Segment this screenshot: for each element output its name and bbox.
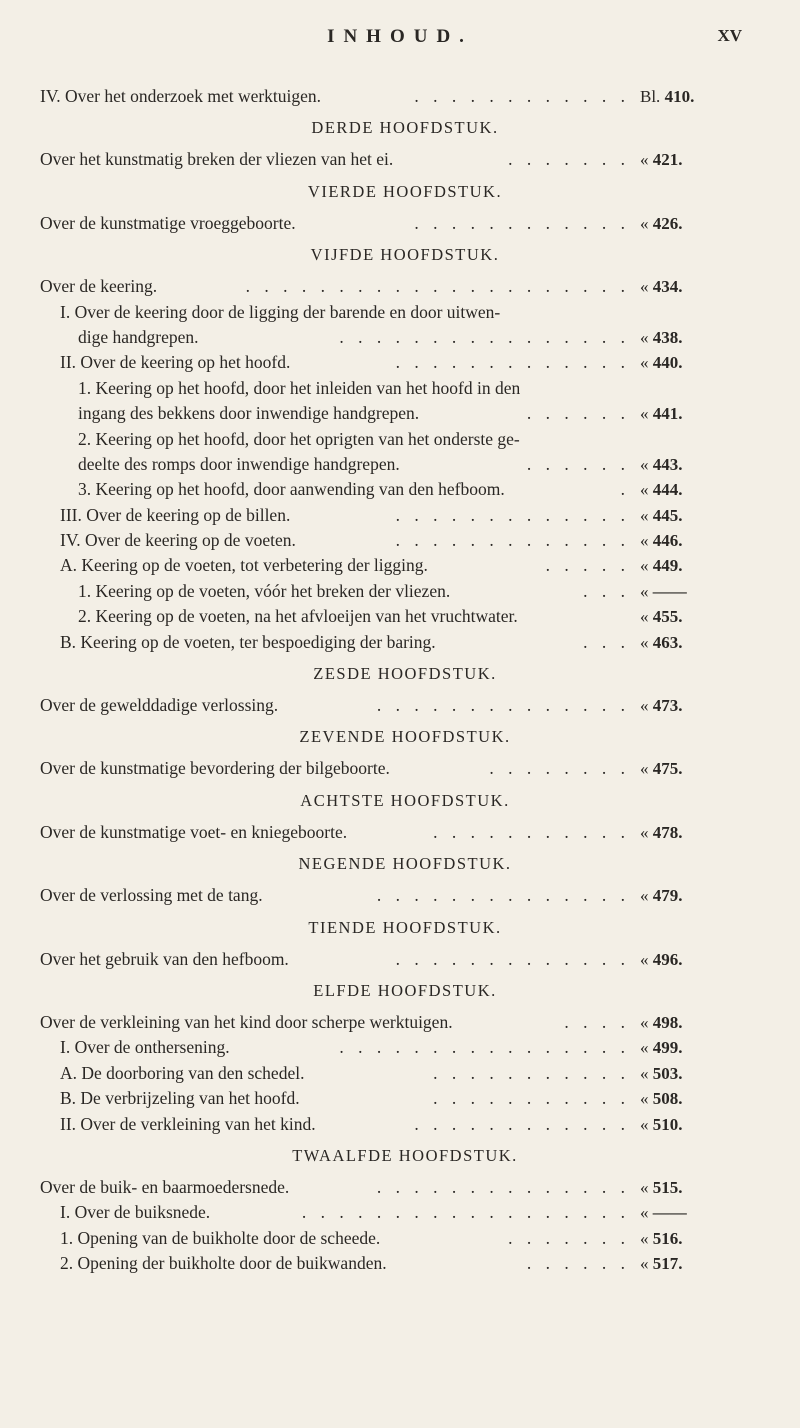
chapter-heading: ZESDE HOOFDSTUK.: [313, 664, 497, 684]
page-reference: [640, 693, 683, 718]
ditto-marker: «: [640, 480, 649, 500]
toc-entry: [40, 883, 740, 908]
ditto-marker: «: [640, 556, 649, 576]
ditto-marker: «: [640, 696, 649, 716]
page-number-ref: 499.: [652, 1038, 683, 1058]
chapter-heading: ZEVENDE HOOFDSTUK.: [299, 727, 511, 747]
entry-text: II. Over de keering op het hoofd.: [60, 352, 291, 373]
leader-dots: . . . . . . . . . . . . . . . . . . . . .: [245, 276, 630, 297]
ditto-marker: «: [640, 1063, 649, 1083]
entry-text: Over de kunstmatige vroeggeboorte.: [40, 212, 296, 233]
toc-entry: [40, 756, 740, 781]
leader-dots: . . . . . . . . . . . . .: [395, 948, 630, 969]
entry-text: A. De doorboring van den schedel.: [60, 1062, 305, 1083]
entry-text: Over het kunstmatig breken der vliezen van het ei.: [40, 149, 394, 170]
leader-dots: . . . . . . . . . . .: [433, 821, 630, 842]
page-number-ref: 421.: [652, 150, 683, 170]
page-number-ref: 510.: [652, 1114, 683, 1134]
ditto-marker: «: [640, 404, 649, 424]
leader-dots: . . . . . . . . . . . . .: [395, 504, 630, 525]
page-reference: [640, 84, 694, 109]
entry-text: A. Keering op de voeten, tot verbetering der ligging.: [60, 555, 428, 576]
ditto-marker: «: [640, 607, 649, 627]
page-number-ref: 516.: [652, 1228, 683, 1248]
leader-dots: . . . . . . . . . . . . . . . . . .: [301, 1202, 630, 1223]
page-reference: [640, 1112, 683, 1137]
entry-text: Over de keering.: [40, 276, 158, 297]
page-number-ref: 479.: [652, 886, 683, 906]
leader-dots: . . . . . . . . . . .: [433, 1088, 630, 1109]
page-number-ref: 496.: [652, 949, 683, 969]
leader-dots: . . . . . . . . . . . .: [414, 1113, 630, 1134]
entry-text: B. De verbrijzeling van het hoofd.: [60, 1088, 300, 1109]
running-title: INHOUD.: [327, 26, 473, 47]
page-reference: [640, 274, 683, 299]
entry-text: 2. Keering op het hoofd, door het oprigten van het onderste ge-: [78, 428, 520, 449]
toc-entry: [40, 820, 740, 845]
page-reference: [640, 820, 683, 845]
page-reference: [640, 477, 683, 502]
leader-dots: . . . . . . . . . . . . .: [395, 352, 630, 373]
toc-entry: [40, 350, 740, 375]
page-number-ref: 463.: [652, 632, 683, 652]
entry-text: Over de kunstmatige bevordering der bilgeboorte.: [40, 758, 390, 779]
page-number-ref: 440.: [652, 353, 683, 373]
ditto-marker: «: [640, 581, 649, 601]
chapter-heading: NEGENDE HOOFDSTUK.: [298, 854, 512, 874]
page-number: XV: [717, 26, 742, 45]
entry-text: III. Over de keering op de billen.: [60, 504, 291, 525]
page-reference: [640, 1061, 683, 1086]
entry-text: Over het gebruik van den hefboom.: [40, 948, 289, 969]
ditto-marker: «: [640, 1012, 649, 1032]
leader-dots: . . . . . .: [526, 453, 630, 474]
page-reference: [640, 1035, 683, 1060]
toc-entry: [40, 528, 740, 553]
leader-dots: . . .: [583, 580, 630, 601]
page-number-ref: ——: [652, 581, 687, 601]
chapter-heading: VIJFDE HOOFDSTUK.: [310, 245, 500, 265]
ditto-marker: «: [640, 822, 649, 842]
entry-text: B. Keering op de voeten, ter bespoediging der baring.: [60, 631, 436, 652]
page-reference: [640, 630, 683, 655]
ditto-marker: «: [640, 531, 649, 551]
leader-dots: . . . . . . .: [508, 1227, 630, 1248]
ditto-marker: «: [640, 454, 649, 474]
page-reference: [640, 1175, 683, 1200]
page-reference: [640, 947, 683, 972]
ditto-marker: «: [640, 1254, 649, 1274]
toc-entry: [40, 693, 740, 718]
page-header: [0, 26, 800, 56]
toc-entry: [40, 84, 740, 109]
page-number-ref: 508.: [652, 1089, 683, 1109]
leader-dots: . . . . . . . . . . . . . .: [376, 695, 630, 716]
leader-dots: . . . . . . . . . . . . . . . .: [339, 1037, 630, 1058]
leader-dots: . . . . . . . . . . . . . .: [376, 885, 630, 906]
toc-entry: [40, 401, 740, 426]
page-number-ref: 441.: [652, 404, 683, 424]
toc-entry: [40, 274, 740, 299]
toc-entry: [40, 1200, 740, 1225]
chapter-heading: VIERDE HOOFDSTUK.: [307, 181, 503, 201]
entry-text: 2. Keering op de voeten, na het afvloeijen van het vruchtwater.: [78, 606, 518, 627]
entry-text: 2. Opening der buikholte door de buikwanden.: [60, 1253, 387, 1274]
ditto-marker: «: [640, 632, 649, 652]
entry-text: I. Over de buiksnede.: [60, 1202, 211, 1223]
toc-entry: [40, 630, 740, 655]
leader-dots: . . . . . . . .: [489, 758, 630, 779]
page-reference: [640, 325, 683, 350]
page-number-ref: 503.: [652, 1063, 683, 1083]
page-reference: [640, 1010, 683, 1035]
leader-dots: . . . .: [564, 1011, 630, 1032]
entry-text: 1. Keering op het hoofd, door het inleiden van het hoofd in den: [78, 377, 521, 398]
page-reference: [640, 401, 683, 426]
page-number-ref: 410.: [664, 87, 695, 106]
page-number-ref: 517.: [652, 1254, 683, 1274]
chapter-heading: TIENDE HOOFDSTUK.: [308, 917, 502, 937]
page-number-ref: 475.: [652, 759, 683, 779]
page-reference: [640, 1251, 683, 1276]
page-reference: [640, 1086, 683, 1111]
page-number-ref: 446.: [652, 531, 683, 551]
page-number-ref: 438.: [652, 327, 683, 347]
entry-text: ingang des bekkens door inwendige handgrepen.: [78, 403, 420, 424]
ditto-marker: «: [640, 1089, 649, 1109]
page-number-ref: 515.: [652, 1177, 683, 1197]
leader-dots: . . . . . . . . . . . . . . . .: [339, 326, 630, 347]
toc-entry: [40, 1251, 740, 1276]
page-reference: [640, 553, 683, 578]
page-reference: [640, 1226, 683, 1251]
ditto-marker: «: [640, 949, 649, 969]
entry-text: dige handgrepen.: [78, 326, 199, 347]
chapter-heading: TWAALFDE HOOFDSTUK.: [292, 1145, 518, 1165]
chapter-heading: DERDE HOOFDSTUK.: [311, 118, 499, 138]
ditto-marker: «: [640, 1038, 649, 1058]
leader-dots: . . . . . . . . . . .: [433, 1062, 630, 1083]
toc-entry: [40, 1112, 740, 1137]
leader-dots: . . . . . . .: [508, 149, 630, 170]
page-number-ref: 444.: [652, 480, 683, 500]
leader-dots: . . . . . . . . . . . . .: [395, 530, 630, 551]
page-number-ref: 478.: [652, 822, 683, 842]
page-reference: [640, 452, 683, 477]
toc-entry: [40, 1175, 740, 1200]
chapter-heading: ACHTSTE HOOFDSTUK.: [300, 790, 510, 810]
page-reference: [640, 883, 683, 908]
entry-text: I. Over de keering door de ligging der barende en door uitwen-: [60, 301, 501, 322]
page-reference: [640, 756, 683, 781]
page-reference: [640, 147, 683, 172]
page-number-ref: 449.: [652, 556, 683, 576]
chapter-heading: ELFDE HOOFDSTUK.: [313, 980, 497, 1000]
toc-entry: [40, 503, 740, 528]
toc-entry: [40, 1035, 740, 1060]
toc-entry: [40, 452, 740, 477]
toc-entry: [40, 1226, 740, 1251]
entry-text: IV. Over de keering op de voeten.: [60, 530, 296, 551]
entry-text: deelte des romps door inwendige handgrepen.: [78, 453, 400, 474]
entry-text: Over de verlossing met de tang.: [40, 885, 263, 906]
ditto-marker: Bl.: [640, 87, 661, 106]
page-reference: [640, 211, 683, 236]
ditto-marker: «: [640, 353, 649, 373]
table-of-contents: [40, 84, 740, 1277]
page-number-ref: 443.: [652, 454, 683, 474]
ditto-marker: «: [640, 150, 649, 170]
page-reference: [640, 528, 683, 553]
page-reference: [640, 350, 683, 375]
entry-text: Over de gewelddadige verlossing.: [40, 695, 279, 716]
leader-dots: . . . . . . . . . . . .: [414, 86, 630, 106]
leader-dots: . . .: [583, 631, 630, 652]
page-number-ref: 426.: [652, 213, 683, 233]
page-number-ref: 473.: [652, 696, 683, 716]
page-number-ref: ——: [652, 1203, 687, 1223]
page-reference: [640, 604, 683, 629]
toc-entry: [40, 477, 740, 502]
entry-text: I. Over de onthersening.: [60, 1037, 230, 1058]
ditto-marker: «: [640, 505, 649, 525]
page-number-ref: 498.: [652, 1012, 683, 1032]
toc-entry: [40, 427, 740, 452]
toc-entry: [40, 1010, 740, 1035]
toc-entry: [40, 947, 740, 972]
toc-entry: [40, 147, 740, 172]
leader-dots: . . . . . .: [526, 403, 630, 424]
leader-dots: . . . . .: [545, 555, 630, 576]
toc-entry: [40, 1086, 740, 1111]
page-number-ref: 445.: [652, 505, 683, 525]
toc-entry: [40, 211, 740, 236]
ditto-marker: «: [640, 759, 649, 779]
page-reference: [640, 579, 687, 604]
leader-dots: . . . . . .: [526, 1253, 630, 1274]
page-reference: [640, 1200, 687, 1225]
ditto-marker: «: [640, 1203, 649, 1223]
entry-text: II. Over de verkleining van het kind.: [60, 1113, 316, 1134]
ditto-marker: «: [640, 277, 649, 297]
ditto-marker: «: [640, 1114, 649, 1134]
toc-entry: [40, 300, 740, 325]
leader-dots: . . . . . . . . . . . .: [414, 212, 630, 233]
entry-text: 1. Opening van de buikholte door de scheede.: [60, 1227, 381, 1248]
toc-entry: [40, 604, 740, 629]
ditto-marker: «: [640, 1177, 649, 1197]
entry-text: Over de kunstmatige voet- en kniegeboorte.: [40, 821, 348, 842]
toc-entry: [40, 553, 740, 578]
toc-entry: [40, 579, 740, 604]
ditto-marker: «: [640, 327, 649, 347]
toc-entry: [40, 376, 740, 401]
ditto-marker: «: [640, 886, 649, 906]
page-reference: [640, 503, 683, 528]
page-number-ref: 455.: [652, 607, 683, 627]
page-number-ref: 434.: [652, 277, 683, 297]
leader-dots: . . . . . . . . . . . . . .: [376, 1176, 630, 1197]
entry-text: Over de buik- en baarmoedersnede.: [40, 1176, 290, 1197]
ditto-marker: «: [640, 1228, 649, 1248]
entry-text: 1. Keering op de voeten, vóór het breken der vliezen.: [78, 580, 451, 601]
leader-dots: .: [620, 479, 630, 500]
toc-entry: [40, 1061, 740, 1086]
toc-entry: [40, 325, 740, 350]
entry-text: IV. Over het onderzoek met werktuigen.: [40, 86, 322, 106]
entry-text: Over de verkleining van het kind door scherpe werktuigen.: [40, 1011, 453, 1032]
entry-text: 3. Keering op het hoofd, door aanwending van den hefboom.: [78, 479, 505, 500]
ditto-marker: «: [640, 213, 649, 233]
